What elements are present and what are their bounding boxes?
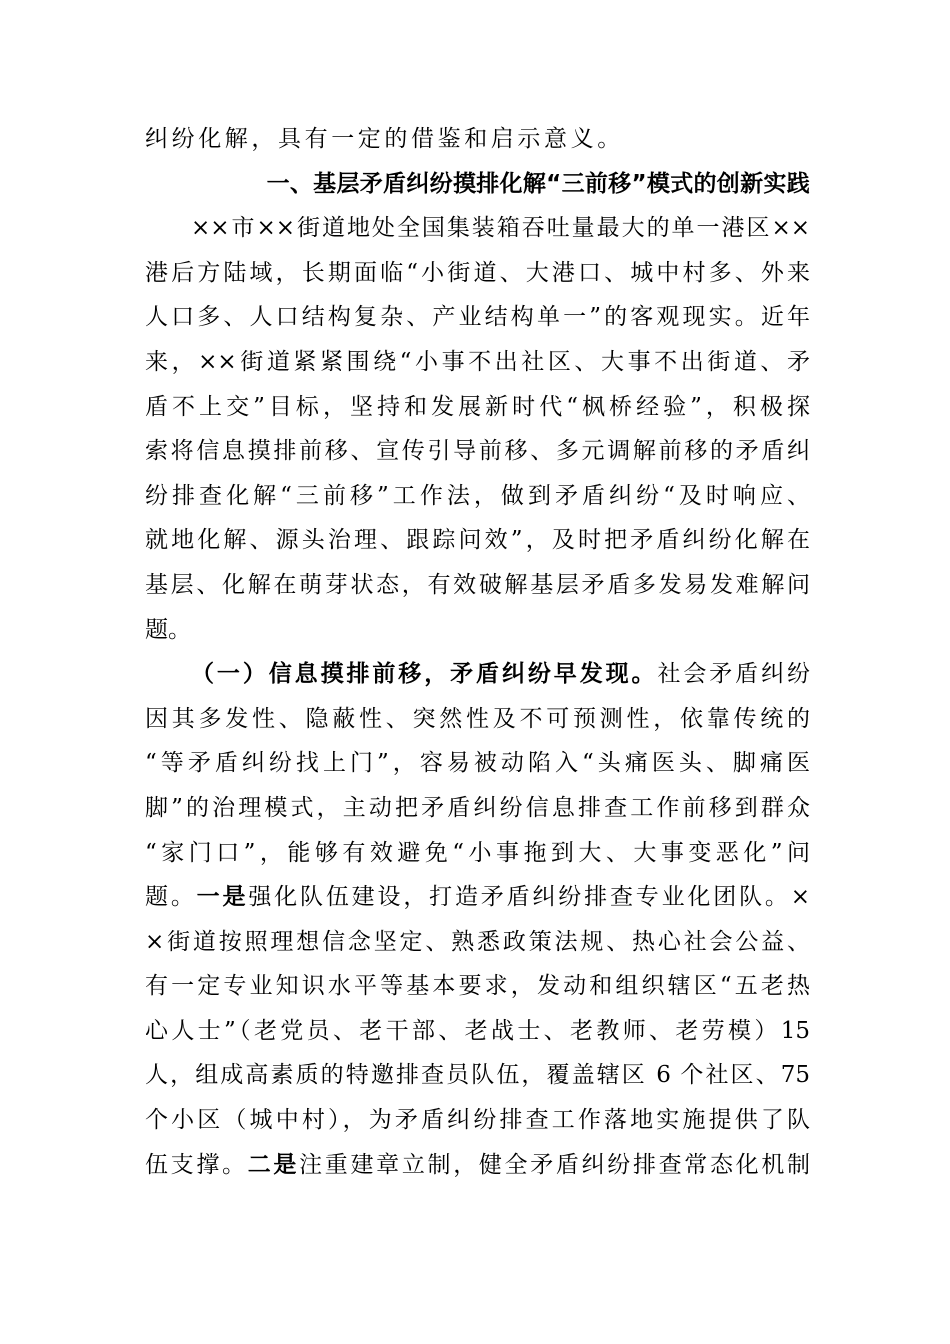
paragraph-line: 因其多发性、隐蔽性、突然性及不可预测性，依靠传统的 [145, 705, 810, 732]
line-prefix: 伍支撑。 [145, 1151, 248, 1178]
subheading-1: （一）信息摸排前移，矛盾纠纷早发现。 [191, 661, 658, 688]
line-prefix: 题。 [145, 884, 197, 911]
paragraph-line: 纷排查化解“三前移”工作法，做到矛盾纠纷“及时响应、 [145, 482, 810, 509]
point-1-label: 一是 [196, 884, 249, 911]
paragraph-line: 有一定专业知识水平等基本要求，发动和组织辖区“五老热 [145, 973, 810, 1000]
paragraph-line: 个小区（城中村），为矛盾纠纷排查工作落地实施提供了队 [145, 1107, 810, 1134]
paragraph-2 [145, 652, 810, 1187]
paragraph-line: 索将信息摸排前移、宣传引导前移、多元调解前移的矛盾纠 [145, 438, 810, 465]
paragraph-line: 基层、化解在萌芽状态，有效破解基层矛盾多发易发难解问 [145, 571, 810, 598]
paragraph-line: 人，组成高素质的特邀排查员队伍，覆盖辖区 6 个社区、75 [145, 1062, 810, 1089]
paragraph-line [145, 1143, 810, 1188]
paragraph-line: ××市××街道地处全国集装箱吞吐量最大的单一港区×× [191, 215, 810, 242]
paragraph-line [145, 652, 810, 697]
document-page [145, 117, 810, 1187]
paragraph-line: “等矛盾纠纷找上门”，容易被动陷入“头痛医头、脚痛医 [145, 750, 810, 777]
paragraph-1 [145, 206, 810, 652]
paragraph-line: ×街道按照理想信念坚定、熟悉政策法规、热心社会公益、 [145, 928, 810, 955]
intro-tail-line: 纠纷化解，具有一定的借鉴和启示意义。 [145, 126, 624, 152]
point-2-label: 二是 [247, 1151, 300, 1178]
paragraph-line: 心人士”（老党员、老干部、老战士、老教师、老劳模）15 [145, 1017, 810, 1044]
paragraph-line: 来，××街道紧紧围绕“小事不出社区、大事不出街道、矛 [145, 348, 810, 375]
paragraph-line [145, 875, 810, 920]
subheading-rest: 社会矛盾纠纷 [657, 661, 811, 688]
paragraph-line: 就地化解、源头治理、跟踪问效”，及时把矛盾纠纷化解在 [145, 527, 810, 554]
point-2-text: 注重建章立制，健全矛盾纠纷排查常态化机制 [299, 1151, 811, 1178]
paragraph-line: “家门口”，能够有效避免“小事拖到大、大事变恶化”问 [145, 839, 810, 866]
section-heading: 一、基层矛盾纠纷摸排化解“三前移”模式的创新实践 [266, 170, 810, 197]
paragraph-line: 题。 [145, 616, 191, 643]
paragraph-line: 脚”的治理模式，主动把矛盾纠纷信息排查工作前移到群众 [145, 794, 810, 821]
paragraph-line: 港后方陆域，长期面临“小街道、大港口、城中村多、外来 [145, 259, 810, 286]
paragraph-line: 人口多、人口结构复杂、产业结构单一”的客观现实。近年 [145, 304, 810, 331]
paragraph-line: 盾不上交”目标，坚持和发展新时代“枫桥经验”，积极探 [145, 393, 810, 420]
point-1-text: 强化队伍建设，打造矛盾纠纷排查专业化团队。× [248, 884, 811, 911]
